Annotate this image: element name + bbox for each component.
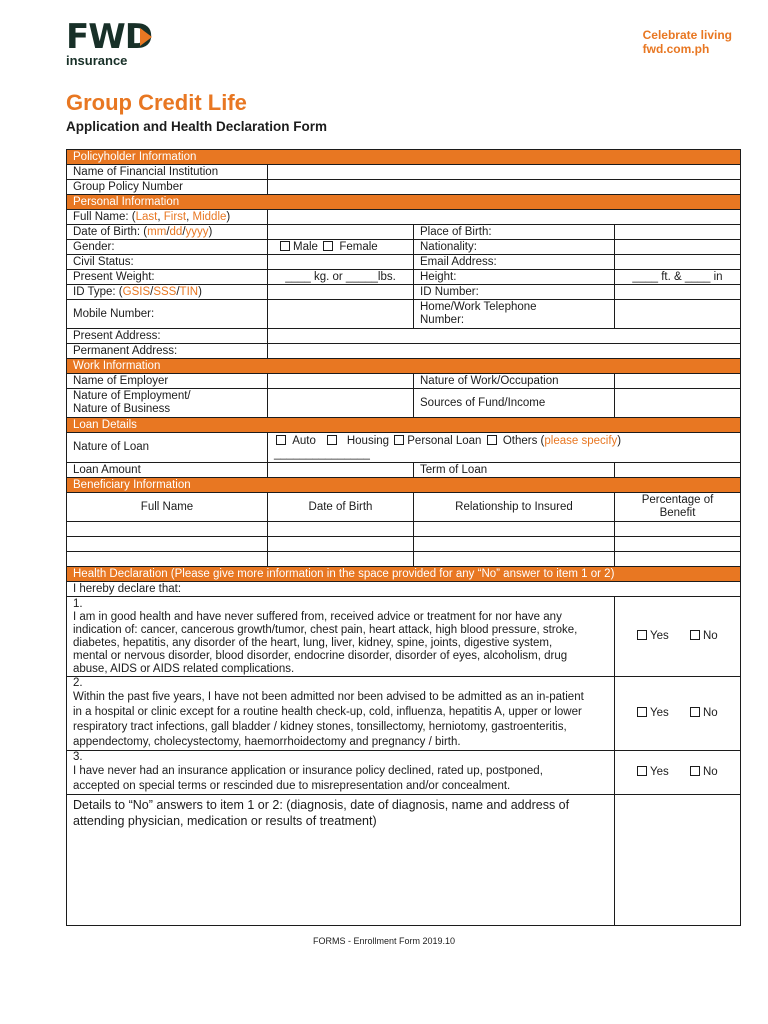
field-id-type[interactable]	[268, 285, 414, 300]
field-occupation[interactable]	[615, 374, 741, 389]
label-gender: Gender:	[67, 240, 268, 255]
field-id-number[interactable]	[615, 285, 741, 300]
yes-checkbox[interactable]	[637, 766, 647, 776]
housing-loan-checkbox[interactable]	[327, 435, 337, 445]
no-checkbox[interactable]	[690, 707, 700, 717]
logo-subtext: insurance	[66, 53, 128, 68]
field-mobile[interactable]	[268, 300, 414, 329]
field-gender: Male Female	[268, 240, 414, 255]
logo-play-icon	[140, 28, 152, 46]
label-mobile: Mobile Number:	[67, 300, 268, 329]
label-occupation: Nature of Work/Occupation	[414, 374, 615, 389]
label-employer: Name of Employer	[67, 374, 268, 389]
health-statement-3: 3.I have never had an insurance application or insurance policy declined, rated up, postponed, accepted on special terms or rescinded due to misrepresentation and/or concealment.	[67, 751, 615, 795]
tagline	[643, 28, 732, 56]
form-subtitle: Application and Health Declaration Form	[66, 119, 328, 134]
yes-checkbox[interactable]	[637, 707, 647, 717]
label-nature-of-loan: Nature of Loan	[67, 433, 268, 463]
label-telephone: Home/Work Telephone Number:	[414, 300, 615, 329]
personal-loan-checkbox[interactable]	[394, 435, 404, 445]
field-group-policy-number[interactable]	[268, 180, 741, 195]
field-civil-status[interactable]	[268, 255, 414, 270]
male-checkbox[interactable]	[280, 241, 290, 251]
field-permanent-address[interactable]	[268, 344, 741, 359]
health-statement-1: 1.I am in good health and have never suffered from, received advice or treatment for nor have any indication of: cancer, cancerous growth/tumor, chest pain, heart attack, high blood pressure, stroke, diabetes, hepatitis, any disorder of the heart, lung, liver, kidney, spine, joints, digestive system, mental or nervous disorder, blood disorder, endocrine disorder, disorder of eyes, alcoholism, drug abuse, AIDS or AIDS related complications.	[67, 597, 615, 677]
beneficiary-cell[interactable]	[414, 552, 615, 567]
col-header-full-name: Full Name	[67, 493, 268, 522]
field-loan-amount[interactable]	[268, 463, 414, 478]
field-financial-institution[interactable]	[268, 165, 741, 180]
beneficiary-cell[interactable]	[615, 537, 741, 552]
label-height: Height:	[414, 270, 615, 285]
beneficiary-cell[interactable]	[615, 552, 741, 567]
beneficiary-row	[67, 552, 741, 567]
others-specify-blank[interactable]: _______________	[274, 448, 370, 460]
col-header-percentage: Percentage of Benefit	[615, 493, 741, 522]
field-height[interactable]: ____ ft. & ____ in	[615, 270, 741, 285]
field-term-of-loan[interactable]	[615, 463, 741, 478]
field-present-address[interactable]	[268, 329, 741, 344]
footer-form-code: FORMS - Enrollment Form 2019.10	[312, 936, 456, 946]
label-email: Email Address:	[414, 255, 615, 270]
label-sources-of-fund: Sources of Fund/Income	[414, 389, 615, 418]
beneficiary-cell[interactable]	[268, 552, 414, 567]
label-id-number: ID Number:	[414, 285, 615, 300]
label-place-of-birth: Place of Birth:	[414, 225, 615, 240]
field-full-name[interactable]	[268, 210, 741, 225]
beneficiary-row	[67, 522, 741, 537]
details-side-cell	[615, 795, 741, 926]
field-nationality[interactable]	[615, 240, 741, 255]
beneficiary-row	[67, 537, 741, 552]
label-nationality: Nationality:	[414, 240, 615, 255]
label-date-of-birth: Date of Birth: (mm/dd/yyyy)	[67, 225, 268, 240]
label-id-type: ID Type: (GSIS/SSS/TIN)	[67, 285, 268, 300]
health-answer-2: Yes No	[615, 677, 741, 751]
auto-loan-checkbox[interactable]	[276, 435, 286, 445]
others-loan-checkbox[interactable]	[487, 435, 497, 445]
section-header-personal: Personal Information	[67, 195, 741, 210]
yes-checkbox[interactable]	[637, 630, 647, 640]
field-email[interactable]	[615, 255, 741, 270]
health-answer-1: Yes No	[615, 597, 741, 677]
application-form-table	[66, 149, 741, 926]
label-present-address: Present Address:	[67, 329, 268, 344]
beneficiary-cell[interactable]	[67, 552, 268, 567]
beneficiary-cell[interactable]	[414, 537, 615, 552]
label-nature-employment: Nature of Employment/ Nature of Business	[67, 389, 268, 418]
beneficiary-cell[interactable]	[67, 522, 268, 537]
label-civil-status: Civil Status:	[67, 255, 268, 270]
health-statement-2: 2.Within the past five years, I have not been admitted nor been advised to be admitted as an in-patient in a hospital or clinic except for a routine health check-up, cold, influenza, hepatitis A, upper or lower respiratory tract infections, gall bladder / kidney stones, tonsillectomy, herniotomy, gastroenteritis, appendectomy, cholecystectomy, haemorrhoidectomy and pregnancy / birth.	[67, 677, 615, 751]
beneficiary-cell[interactable]	[615, 522, 741, 537]
declare-intro: I hereby declare that:	[67, 582, 741, 597]
field-nature-employment[interactable]	[268, 389, 414, 418]
label-permanent-address: Permanent Address:	[67, 344, 268, 359]
no-checkbox[interactable]	[690, 766, 700, 776]
form-title: Group Credit Life	[66, 90, 247, 115]
section-header-loan: Loan Details	[67, 418, 741, 433]
tagline-slogan: Celebrate living	[642, 28, 732, 42]
female-checkbox[interactable]	[323, 241, 333, 251]
health-answer-3: Yes No	[615, 751, 741, 795]
field-employer[interactable]	[268, 374, 414, 389]
label-full-name: Full Name: (Last, First, Middle)	[67, 210, 268, 225]
label-financial-institution: Name of Financial Institution	[67, 165, 268, 180]
field-present-weight[interactable]: ____ kg. or _____lbs.	[268, 270, 414, 285]
fwd-logo	[66, 17, 152, 68]
logo-text: FWD	[66, 17, 152, 57]
label-present-weight: Present Weight:	[67, 270, 268, 285]
field-nature-of-loan: Auto Housing Personal Loan Others (please specify) _______________	[268, 433, 741, 463]
field-telephone[interactable]	[615, 300, 741, 329]
section-header-beneficiary: Beneficiary Information	[67, 478, 741, 493]
col-header-date-of-birth: Date of Birth	[268, 493, 414, 522]
beneficiary-cell[interactable]	[67, 537, 268, 552]
beneficiary-cell[interactable]	[268, 522, 414, 537]
section-header-work: Work Information	[67, 359, 741, 374]
label-group-policy-number: Group Policy Number	[67, 180, 268, 195]
field-place-of-birth[interactable]	[615, 225, 741, 240]
col-header-relationship: Relationship to Insured	[414, 493, 615, 522]
section-header-health: Health Declaration (Please give more information in the space provided for any “No” answer to item 1 or 2)	[67, 567, 741, 582]
label-loan-amount: Loan Amount	[67, 463, 268, 478]
beneficiary-cell[interactable]	[268, 537, 414, 552]
section-header-policyholder: Policyholder Information	[67, 150, 741, 165]
no-checkbox[interactable]	[690, 630, 700, 640]
beneficiary-cell[interactable]	[414, 522, 615, 537]
label-term-of-loan: Term of Loan	[414, 463, 615, 478]
tagline-website: fwd.com.ph	[642, 42, 710, 56]
field-date-of-birth[interactable]	[268, 225, 414, 240]
details-field[interactable]: Details to “No” answers to item 1 or 2: (diagnosis, date of diagnosis, name and address of attending physician, medication or results of treatment)	[67, 795, 615, 926]
field-sources-of-fund[interactable]	[615, 389, 741, 418]
